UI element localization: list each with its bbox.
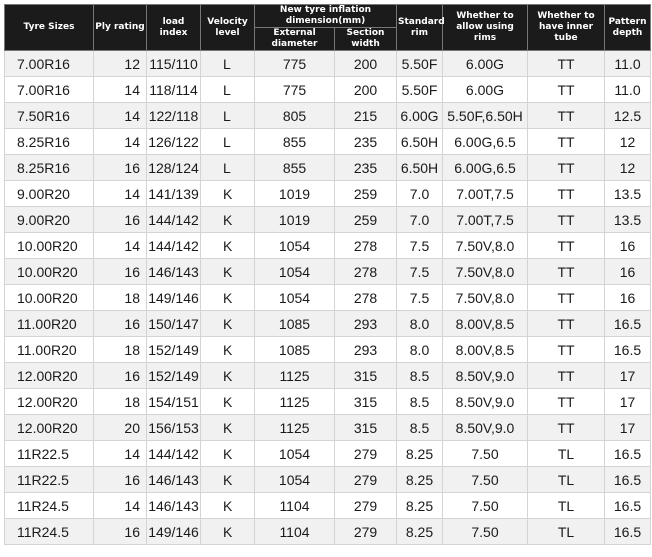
cell-allowed-rims: 7.00T,7.5 — [443, 181, 528, 207]
cell-tyre-size: 11.00R20 — [5, 337, 94, 363]
cell-load-index: 149/146 — [147, 285, 201, 311]
cell-external-diameter: 1019 — [255, 207, 335, 233]
table-row — [5, 441, 651, 467]
table-body — [5, 51, 651, 545]
tyre-specification-table — [4, 4, 651, 545]
cell-tyre-size: 8.25R16 — [5, 129, 94, 155]
cell-tyre-size: 12.00R20 — [5, 389, 94, 415]
table-row — [5, 285, 651, 311]
table-row — [5, 415, 651, 441]
cell-external-diameter: 1085 — [255, 337, 335, 363]
cell-tyre-size: 11R24.5 — [5, 493, 94, 519]
cell-allowed-rims: 7.50V,8.0 — [443, 285, 528, 311]
cell-inner-tube: TT — [528, 259, 605, 285]
cell-pattern-depth: 17 — [605, 363, 651, 389]
cell-ply-rating: 14 — [94, 441, 147, 467]
cell-external-diameter: 1054 — [255, 441, 335, 467]
cell-external-diameter: 1085 — [255, 311, 335, 337]
table-row — [5, 77, 651, 103]
cell-velocity-level: K — [201, 337, 255, 363]
cell-external-diameter: 1125 — [255, 363, 335, 389]
cell-load-index: 156/153 — [147, 415, 201, 441]
cell-inner-tube: TT — [528, 181, 605, 207]
header-inflation-dimension: New tyre inflation dimension(mm) — [255, 5, 397, 28]
cell-pattern-depth: 16.5 — [605, 493, 651, 519]
cell-standard-rim: 5.50F — [397, 77, 443, 103]
cell-inner-tube: TL — [528, 441, 605, 467]
cell-external-diameter: 1104 — [255, 493, 335, 519]
cell-allowed-rims: 8.00V,8.5 — [443, 311, 528, 337]
cell-section-width: 315 — [335, 389, 397, 415]
cell-section-width: 235 — [335, 129, 397, 155]
cell-velocity-level: K — [201, 441, 255, 467]
cell-ply-rating: 14 — [94, 103, 147, 129]
cell-velocity-level: L — [201, 103, 255, 129]
cell-section-width: 278 — [335, 285, 397, 311]
table-row — [5, 129, 651, 155]
cell-external-diameter: 775 — [255, 51, 335, 77]
cell-tyre-size: 7.50R16 — [5, 103, 94, 129]
header-pattern-depth: Pattern depth — [605, 5, 651, 51]
cell-section-width: 279 — [335, 467, 397, 493]
cell-ply-rating: 14 — [94, 129, 147, 155]
cell-ply-rating: 20 — [94, 415, 147, 441]
cell-velocity-level: K — [201, 363, 255, 389]
cell-section-width: 278 — [335, 233, 397, 259]
cell-external-diameter: 1054 — [255, 285, 335, 311]
cell-load-index: 141/139 — [147, 181, 201, 207]
cell-external-diameter: 805 — [255, 103, 335, 129]
cell-external-diameter: 855 — [255, 155, 335, 181]
cell-standard-rim: 7.5 — [397, 285, 443, 311]
cell-section-width: 293 — [335, 337, 397, 363]
cell-pattern-depth: 17 — [605, 389, 651, 415]
cell-tyre-size: 12.00R20 — [5, 415, 94, 441]
cell-load-index: 150/147 — [147, 311, 201, 337]
cell-tyre-size: 12.00R20 — [5, 363, 94, 389]
cell-external-diameter: 1104 — [255, 519, 335, 545]
cell-allowed-rims: 8.50V,9.0 — [443, 363, 528, 389]
cell-pattern-depth: 16 — [605, 259, 651, 285]
cell-load-index: 144/142 — [147, 233, 201, 259]
cell-pattern-depth: 16.5 — [605, 311, 651, 337]
cell-velocity-level: K — [201, 415, 255, 441]
cell-load-index: 152/149 — [147, 337, 201, 363]
cell-external-diameter: 1054 — [255, 259, 335, 285]
cell-ply-rating: 14 — [94, 233, 147, 259]
cell-standard-rim: 6.00G — [397, 103, 443, 129]
cell-external-diameter: 855 — [255, 129, 335, 155]
cell-ply-rating: 16 — [94, 155, 147, 181]
header-inner-tube: Whether to have inner tube — [528, 5, 605, 51]
cell-allowed-rims: 8.50V,9.0 — [443, 415, 528, 441]
cell-tyre-size: 8.25R16 — [5, 155, 94, 181]
cell-velocity-level: K — [201, 467, 255, 493]
cell-allowed-rims: 7.50 — [443, 519, 528, 545]
cell-load-index: 122/118 — [147, 103, 201, 129]
cell-load-index: 154/151 — [147, 389, 201, 415]
cell-external-diameter: 775 — [255, 77, 335, 103]
table-row — [5, 467, 651, 493]
cell-velocity-level: K — [201, 181, 255, 207]
cell-velocity-level: K — [201, 389, 255, 415]
cell-ply-rating: 16 — [94, 207, 147, 233]
cell-section-width: 315 — [335, 363, 397, 389]
cell-allowed-rims: 6.00G — [443, 51, 528, 77]
cell-inner-tube: TT — [528, 415, 605, 441]
cell-standard-rim: 7.5 — [397, 259, 443, 285]
table-row — [5, 103, 651, 129]
header-ply-rating: Ply rating — [94, 5, 147, 51]
cell-velocity-level: K — [201, 519, 255, 545]
cell-ply-rating: 12 — [94, 51, 147, 77]
cell-section-width: 279 — [335, 519, 397, 545]
cell-ply-rating: 14 — [94, 181, 147, 207]
cell-section-width: 215 — [335, 103, 397, 129]
cell-pattern-depth: 16.5 — [605, 467, 651, 493]
cell-pattern-depth: 13.5 — [605, 207, 651, 233]
cell-load-index: 149/146 — [147, 519, 201, 545]
cell-inner-tube: TT — [528, 207, 605, 233]
cell-ply-rating: 16 — [94, 363, 147, 389]
cell-allowed-rims: 7.50 — [443, 493, 528, 519]
cell-tyre-size: 10.00R20 — [5, 259, 94, 285]
table-row — [5, 337, 651, 363]
cell-inner-tube: TT — [528, 77, 605, 103]
cell-allowed-rims: 5.50F,6.50H — [443, 103, 528, 129]
cell-load-index: 152/149 — [147, 363, 201, 389]
cell-external-diameter: 1019 — [255, 181, 335, 207]
cell-load-index: 146/143 — [147, 259, 201, 285]
cell-velocity-level: K — [201, 311, 255, 337]
table-row — [5, 363, 651, 389]
cell-standard-rim: 7.0 — [397, 207, 443, 233]
header-standard-rim: Standard rim — [397, 5, 443, 51]
cell-inner-tube: TL — [528, 493, 605, 519]
table-header — [5, 5, 651, 51]
cell-allowed-rims: 6.00G — [443, 77, 528, 103]
header-tyre-sizes: Tyre Sizes — [5, 5, 94, 51]
cell-inner-tube: TT — [528, 363, 605, 389]
cell-pattern-depth: 16.5 — [605, 519, 651, 545]
cell-load-index: 146/143 — [147, 493, 201, 519]
header-allowed-rims: Whether to allow using rims — [443, 5, 528, 51]
cell-tyre-size: 7.00R16 — [5, 51, 94, 77]
table-row — [5, 233, 651, 259]
cell-standard-rim: 8.25 — [397, 519, 443, 545]
cell-tyre-size: 9.00R20 — [5, 207, 94, 233]
table-row — [5, 155, 651, 181]
cell-inner-tube: TT — [528, 337, 605, 363]
cell-section-width: 279 — [335, 441, 397, 467]
cell-standard-rim: 8.0 — [397, 337, 443, 363]
cell-pattern-depth: 12 — [605, 155, 651, 181]
cell-pattern-depth: 12.5 — [605, 103, 651, 129]
cell-external-diameter: 1054 — [255, 233, 335, 259]
cell-standard-rim: 8.5 — [397, 389, 443, 415]
cell-standard-rim: 5.50F — [397, 51, 443, 77]
cell-ply-rating: 16 — [94, 467, 147, 493]
cell-load-index: 144/142 — [147, 207, 201, 233]
cell-allowed-rims: 6.00G,6.5 — [443, 155, 528, 181]
cell-section-width: 315 — [335, 415, 397, 441]
table-row — [5, 493, 651, 519]
cell-inner-tube: TT — [528, 103, 605, 129]
cell-inner-tube: TL — [528, 467, 605, 493]
cell-section-width: 200 — [335, 77, 397, 103]
cell-pattern-depth: 11.0 — [605, 77, 651, 103]
cell-section-width: 259 — [335, 181, 397, 207]
cell-load-index: 128/124 — [147, 155, 201, 181]
cell-tyre-size: 10.00R20 — [5, 233, 94, 259]
cell-external-diameter: 1054 — [255, 467, 335, 493]
cell-external-diameter: 1125 — [255, 415, 335, 441]
cell-load-index: 146/143 — [147, 467, 201, 493]
cell-inner-tube: TT — [528, 285, 605, 311]
header-external-diameter: External diameter — [255, 28, 335, 51]
table-row — [5, 389, 651, 415]
cell-standard-rim: 7.5 — [397, 233, 443, 259]
cell-pattern-depth: 17 — [605, 415, 651, 441]
cell-load-index: 115/110 — [147, 51, 201, 77]
cell-pattern-depth: 13.5 — [605, 181, 651, 207]
header-velocity-level: Velocity level — [201, 5, 255, 51]
cell-section-width: 200 — [335, 51, 397, 77]
cell-pattern-depth: 11.0 — [605, 51, 651, 77]
cell-ply-rating: 18 — [94, 389, 147, 415]
cell-velocity-level: L — [201, 77, 255, 103]
cell-load-index: 126/122 — [147, 129, 201, 155]
cell-allowed-rims: 7.50V,8.0 — [443, 233, 528, 259]
cell-tyre-size: 10.00R20 — [5, 285, 94, 311]
cell-section-width: 278 — [335, 259, 397, 285]
cell-inner-tube: TT — [528, 311, 605, 337]
cell-velocity-level: L — [201, 155, 255, 181]
cell-tyre-size: 11R24.5 — [5, 519, 94, 545]
cell-velocity-level: K — [201, 207, 255, 233]
table-row — [5, 519, 651, 545]
cell-velocity-level: K — [201, 259, 255, 285]
cell-velocity-level: K — [201, 285, 255, 311]
cell-velocity-level: L — [201, 51, 255, 77]
cell-allowed-rims: 7.50V,8.0 — [443, 259, 528, 285]
cell-allowed-rims: 8.00V,8.5 — [443, 337, 528, 363]
cell-standard-rim: 6.50H — [397, 155, 443, 181]
header-load-index: load index — [147, 5, 201, 51]
cell-inner-tube: TT — [528, 389, 605, 415]
cell-pattern-depth: 16.5 — [605, 337, 651, 363]
cell-ply-rating: 14 — [94, 493, 147, 519]
table-row — [5, 51, 651, 77]
cell-velocity-level: L — [201, 129, 255, 155]
cell-section-width: 235 — [335, 155, 397, 181]
cell-ply-rating: 16 — [94, 259, 147, 285]
cell-tyre-size: 9.00R20 — [5, 181, 94, 207]
cell-standard-rim: 7.0 — [397, 181, 443, 207]
cell-load-index: 144/142 — [147, 441, 201, 467]
cell-tyre-size: 11R22.5 — [5, 441, 94, 467]
cell-section-width: 259 — [335, 207, 397, 233]
cell-pattern-depth: 12 — [605, 129, 651, 155]
cell-inner-tube: TL — [528, 519, 605, 545]
cell-ply-rating: 18 — [94, 337, 147, 363]
cell-standard-rim: 6.50H — [397, 129, 443, 155]
cell-load-index: 118/114 — [147, 77, 201, 103]
cell-standard-rim: 8.25 — [397, 467, 443, 493]
cell-inner-tube: TT — [528, 155, 605, 181]
cell-standard-rim: 8.25 — [397, 493, 443, 519]
table-row — [5, 181, 651, 207]
cell-tyre-size: 11.00R20 — [5, 311, 94, 337]
cell-pattern-depth: 16 — [605, 233, 651, 259]
cell-standard-rim: 8.5 — [397, 363, 443, 389]
cell-standard-rim: 8.5 — [397, 415, 443, 441]
cell-velocity-level: K — [201, 233, 255, 259]
cell-standard-rim: 8.0 — [397, 311, 443, 337]
table-row — [5, 207, 651, 233]
cell-allowed-rims: 7.50 — [443, 467, 528, 493]
cell-tyre-size: 7.00R16 — [5, 77, 94, 103]
cell-section-width: 279 — [335, 493, 397, 519]
cell-ply-rating: 16 — [94, 519, 147, 545]
cell-allowed-rims: 8.50V,9.0 — [443, 389, 528, 415]
cell-section-width: 293 — [335, 311, 397, 337]
cell-inner-tube: TT — [528, 233, 605, 259]
cell-ply-rating: 14 — [94, 77, 147, 103]
cell-ply-rating: 16 — [94, 311, 147, 337]
header-section-width: Section width — [335, 28, 397, 51]
cell-allowed-rims: 7.50 — [443, 441, 528, 467]
cell-allowed-rims: 6.00G,6.5 — [443, 129, 528, 155]
cell-standard-rim: 8.25 — [397, 441, 443, 467]
cell-inner-tube: TT — [528, 51, 605, 77]
cell-external-diameter: 1125 — [255, 389, 335, 415]
table-row — [5, 259, 651, 285]
cell-inner-tube: TT — [528, 129, 605, 155]
cell-ply-rating: 18 — [94, 285, 147, 311]
cell-pattern-depth: 16 — [605, 285, 651, 311]
cell-velocity-level: K — [201, 493, 255, 519]
table-row — [5, 311, 651, 337]
cell-pattern-depth: 16.5 — [605, 441, 651, 467]
cell-tyre-size: 11R22.5 — [5, 467, 94, 493]
cell-allowed-rims: 7.00T,7.5 — [443, 207, 528, 233]
